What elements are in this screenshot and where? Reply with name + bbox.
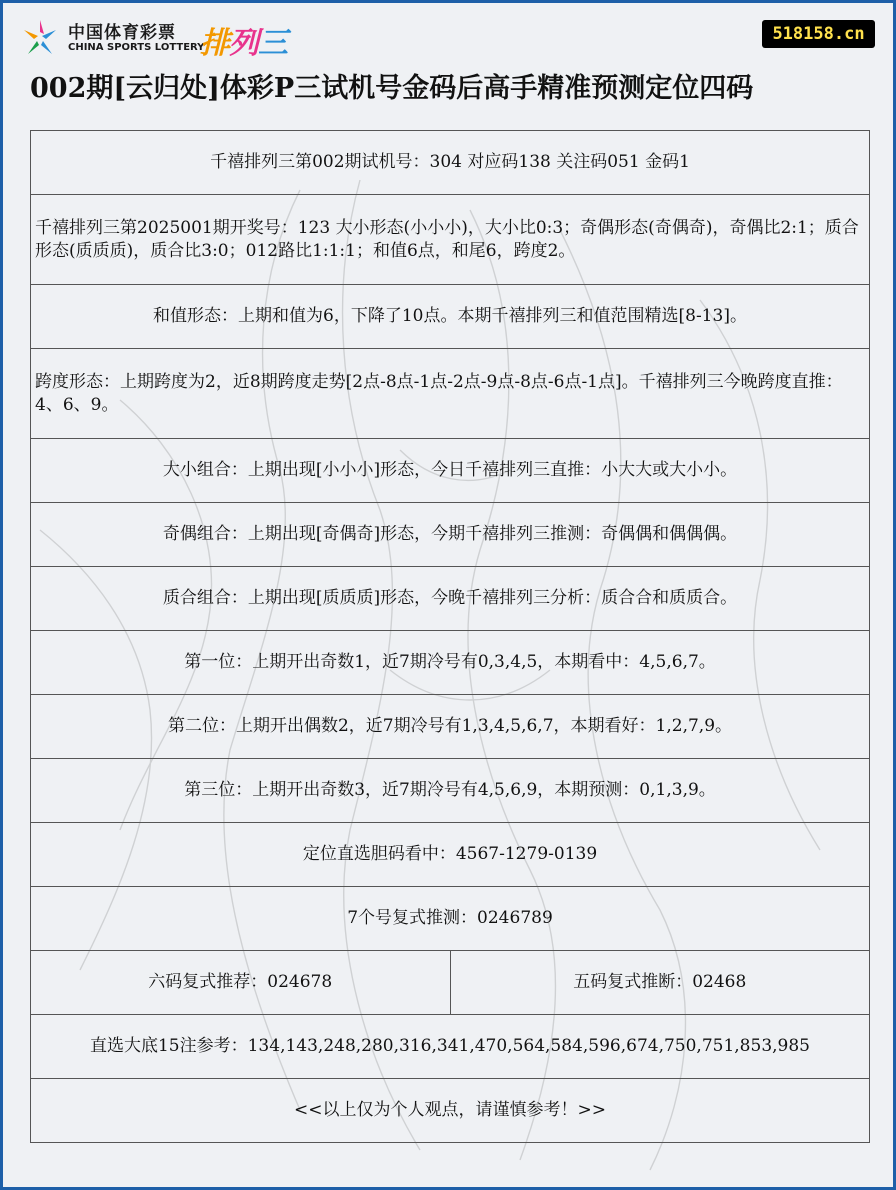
position-2-row: 第二位：上期开出偶数2，近7期冷号有1,3,4,5,6,7，本期看好：1,2,7,9。 — [30, 695, 870, 759]
logo-game-name — [200, 18, 287, 62]
page-title: 002期[云归处]体彩P三试机号金码后高手精准预测定位四码 — [30, 73, 754, 104]
position-3-row: 第三位：上期开出奇数3，近7期冷号有4,5,6,9，本期预测：0,1,3,9。 — [30, 759, 870, 823]
prediction-table — [30, 130, 870, 1143]
logo-game-text — [200, 26, 287, 61]
logo-chinese-text: 中国体育彩票 — [68, 23, 176, 43]
lottery-star-icon — [18, 16, 62, 60]
direct-base-row: 直选大底15注参考：134,143,248,280,316,341,470,564,584,596,674,750,751,853,985 — [30, 1015, 870, 1079]
logo-game-char: 排 — [200, 26, 229, 61]
seven-code-row: 7个号复式推测：0246789 — [30, 887, 870, 951]
logo-english-text: CHINA SPORTS LOTTERY — [68, 42, 205, 53]
site-url-badge[interactable]: 518158.cn — [762, 20, 875, 48]
six-five-code-row — [30, 951, 870, 1015]
logo-game-char: 三 — [258, 26, 287, 61]
parity-combo-row: 奇偶组合：上期出现[奇偶奇]形态，今期千禧排列三推测：奇偶偶和偶偶偶。 — [30, 503, 870, 567]
six-code-cell: 六码复式推荐：024678 — [148, 972, 333, 992]
disclaimer-row: <<以上仅为个人观点，请谨慎参考！>> — [30, 1079, 870, 1143]
dingwei-row: 定位直选胆码看中：4567-1279-0139 — [30, 823, 870, 887]
five-code-cell: 五码复式推断：02468 — [450, 951, 870, 1014]
position-1-row: 第一位：上期开出奇数1，近7期冷号有0,3,4,5，本期看中：4,5,6,7。 — [30, 631, 870, 695]
logo-game-char: 列 — [229, 26, 258, 61]
sum-value-row: 和值形态：上期和值为6，下降了10点。本期千禧排列三和值范围精选[8-13]。 — [30, 285, 870, 349]
china-sports-lottery-logo — [18, 16, 338, 60]
size-combo-row: 大小组合：上期出现[小小小]形态，今日千禧排列三直推：小大大或大小小。 — [30, 439, 870, 503]
prime-combo-row: 质合组合：上期出现[质质质]形态，今晚千禧排列三分析：质合合和质质合。 — [30, 567, 870, 631]
draw-result-row: 千禧排列三第2025001期开奖号：123 大小形态(小小小)，大小比0:3；奇偶形态(奇偶奇)，奇偶比2:1；质合形态(质质质)，质合比3:0；012路比1:1:1；和值6点，和尾6，跨度2。 — [30, 195, 870, 285]
trial-number-row: 千禧排列三第002期试机号：304 对应码138 关注码051 金码1 — [30, 131, 870, 195]
span-row: 跨度形态：上期跨度为2，近8期跨度走势[2点-8点-1点-2点-9点-8点-6点-1点]。千禧排列三今晚跨度直推：4、6、9。 — [30, 349, 870, 439]
